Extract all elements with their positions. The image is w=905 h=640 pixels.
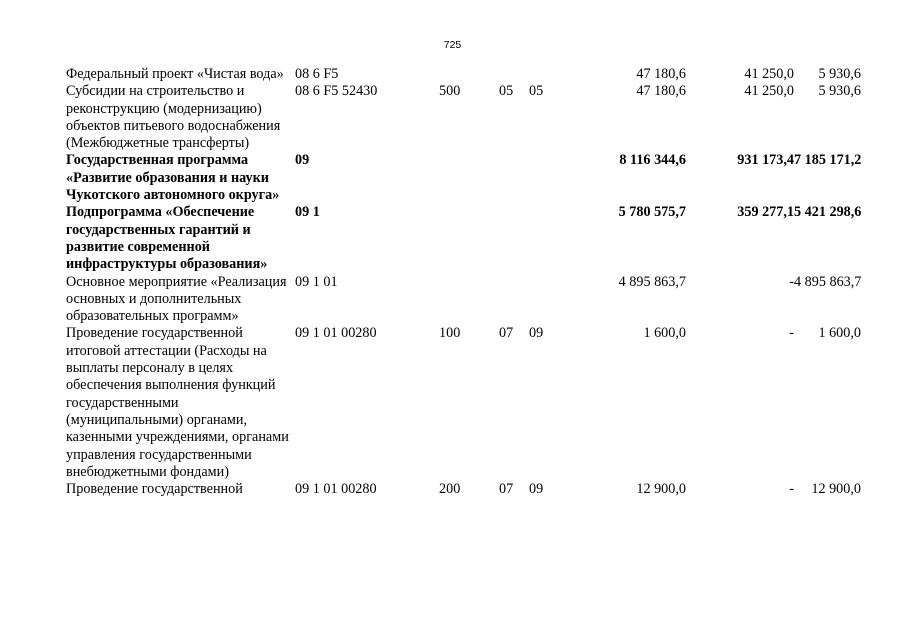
table-row — [66, 66, 861, 83]
row-section: 05 — [499, 83, 514, 100]
row-section — [499, 204, 523, 273]
row-total-amount: 5 780 575,7 — [618, 204, 686, 221]
row-expense-type: 100 — [439, 325, 461, 342]
row-expense-type — [439, 204, 499, 273]
row-expense-type: 200 — [439, 481, 461, 498]
row-subsection — [523, 152, 566, 204]
row-regional-amount: 4 895 863,7 — [794, 273, 862, 290]
row-name: Проведение государственной итоговой аттестации (Расходы на выплаты персоналу в целях обеспечения выполнения функций государственными (муниципальными) органами, казенными учреждениями, органами управления государственными внебюджетными фондами) — [66, 325, 289, 480]
row-name: Федеральный проект «Чистая вода» — [66, 66, 284, 82]
row-regional-amount: 1 600,0 — [818, 325, 861, 342]
row-section: 07 — [499, 481, 514, 498]
row-section: 07 — [499, 325, 514, 342]
row-subsection: 09 — [529, 481, 544, 498]
table-row — [66, 274, 861, 326]
table-row — [66, 83, 861, 152]
row-expense-type — [439, 66, 499, 83]
table-row — [66, 481, 861, 498]
row-expense-type: 500 — [439, 83, 461, 100]
row-subsection — [523, 274, 566, 326]
row-total-amount: 47 180,6 — [636, 66, 686, 82]
row-subsection: 05 — [529, 83, 544, 100]
row-federal-amount: 359 277,1 — [737, 204, 794, 221]
row-federal-amount: - — [789, 481, 794, 498]
row-name: Проведение государственной — [66, 481, 243, 498]
row-subsection — [523, 204, 566, 273]
row-total-amount: 12 900,0 — [636, 481, 686, 498]
budget-table-body — [66, 66, 861, 498]
row-name: Государственная программа «Развитие образования и науки Чукотского автономного округа» — [66, 152, 280, 204]
row-subsection — [523, 66, 566, 83]
row-total-amount: 4 895 863,7 — [618, 273, 686, 290]
page-number: 725 — [443, 39, 462, 51]
row-code: 08 6 F5 52430 — [295, 83, 378, 100]
row-section — [499, 274, 523, 326]
row-federal-amount: 41 250,0 — [744, 66, 794, 82]
row-code: 09 1 01 — [295, 273, 338, 290]
row-code: 09 1 01 00280 — [295, 325, 377, 342]
row-name: Основное мероприятие «Реализация основных и дополнительных образовательных программ» — [66, 273, 287, 325]
row-section — [499, 66, 523, 83]
row-federal-amount: 931 173,4 — [737, 152, 794, 169]
row-regional-amount: 5 421 298,6 — [794, 204, 862, 221]
row-regional-amount: 7 185 171,2 — [794, 152, 862, 169]
row-total-amount: 8 116 344,6 — [619, 152, 686, 169]
row-total-amount: 1 600,0 — [643, 325, 686, 342]
row-code: 09 — [295, 152, 310, 169]
row-regional-amount: 5 930,6 — [818, 83, 861, 100]
budget-table-container — [66, 66, 861, 498]
row-code: 09 1 01 00280 — [295, 481, 377, 498]
row-total-amount: 47 180,6 — [636, 83, 686, 100]
row-regional-amount: 5 930,6 — [818, 66, 861, 82]
budget-table — [66, 66, 861, 498]
row-federal-amount: 41 250,0 — [744, 83, 794, 100]
table-row — [66, 204, 861, 273]
row-name: Подпрограмма «Обеспечение государственных гарантий и развитие современной инфраструктуры образования» — [66, 204, 268, 273]
row-federal-amount: - — [789, 273, 794, 290]
row-code: 08 6 F5 — [295, 66, 339, 82]
row-expense-type — [439, 274, 499, 326]
row-federal-amount: - — [789, 325, 794, 342]
table-row — [66, 325, 861, 481]
row-section — [499, 152, 523, 204]
row-code: 09 1 — [295, 204, 320, 221]
table-row — [66, 152, 861, 204]
row-name: Субсидии на строительство и реконструкцию (модернизацию) объектов питьевого водоснабжения (Межбюджетные трансферты) — [66, 83, 281, 152]
row-expense-type — [439, 152, 499, 204]
row-subsection: 09 — [529, 325, 544, 342]
row-regional-amount: 12 900,0 — [811, 481, 861, 498]
